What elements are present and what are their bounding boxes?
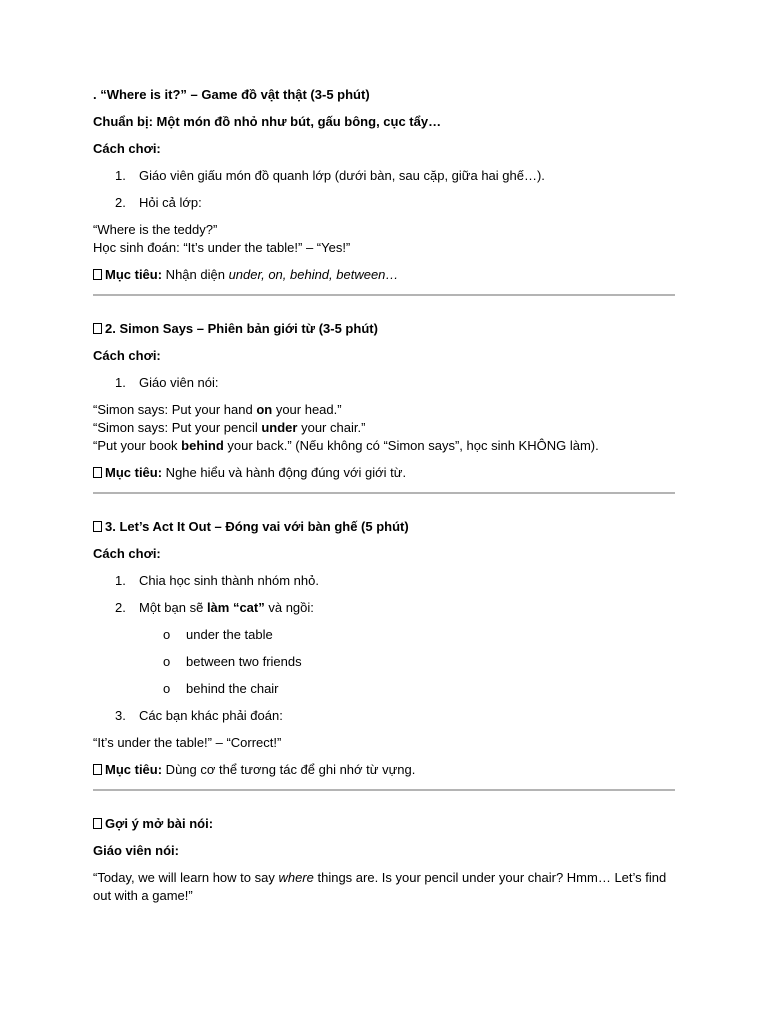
missing-glyph-icon bbox=[93, 764, 102, 775]
game2-commands: “Simon says: Put your hand on your head.” “Simon says: Put your pencil under your chair.” “Put your book behind your back.” (Nếu không có “Simon says”, học sinh KHÔNG làm). bbox=[93, 402, 599, 453]
game1-dialog: “Where is the teddy?” Học sinh đoán: “It’s under the table!” – “Yes!” bbox=[93, 222, 351, 255]
missing-glyph-icon bbox=[93, 269, 102, 280]
game3-goal: Mục tiêu: Dùng cơ thể tương tác để ghi nhớ từ vựng. bbox=[93, 761, 675, 779]
section-divider bbox=[93, 294, 675, 296]
game1-step-1: 1. Giáo viên giấu món đồ quanh lớp (dưới bàn, sau cặp, giữa hai ghế…). bbox=[115, 168, 545, 183]
game3-step-1: 1. Chia học sinh thành nhóm nhỏ. bbox=[115, 573, 319, 588]
game2-title: 2. Simon Says – Phiên bản giới từ (3-5 phút) bbox=[93, 320, 675, 338]
missing-glyph-icon bbox=[93, 521, 102, 532]
missing-glyph-icon bbox=[93, 323, 102, 334]
list-item: o behind the chair bbox=[163, 681, 279, 696]
intro-teacher-label: Giáo viên nói: bbox=[93, 843, 179, 858]
game2-step-1: 1. Giáo viên nói: bbox=[115, 375, 219, 390]
intro-title: Gợi ý mở bài nói: bbox=[93, 815, 675, 833]
intro-speech: “Today, we will learn how to say where things are. Is your pencil under your chair? Hmm… Let’s find out with a game!” bbox=[93, 870, 667, 903]
list-item: o under the table bbox=[163, 627, 273, 642]
game2-goal: Mục tiêu: Nghe hiểu và hành động đúng với giới từ. bbox=[93, 464, 675, 482]
document-page bbox=[93, 86, 675, 905]
game3-step-3: 3. Các bạn khác phải đoán: bbox=[115, 708, 283, 723]
game3-how-label: Cách chơi: bbox=[93, 546, 161, 561]
list-item: o between two friends bbox=[163, 654, 302, 669]
game2-how-label: Cách chơi: bbox=[93, 348, 161, 363]
game3-step-2: 2. Một bạn sẽ làm “cat” và ngồi: bbox=[115, 600, 314, 615]
missing-glyph-icon bbox=[93, 818, 102, 829]
game3-answer: “It’s under the table!” – “Correct!” bbox=[93, 735, 282, 750]
game3-title: 3. Let’s Act It Out – Đóng vai với bàn ghế (5 phút) bbox=[93, 518, 675, 536]
game1-step-2: 2. Hỏi cả lớp: bbox=[115, 195, 202, 210]
game1-title: . “Where is it?” – Game đồ vật thật (3-5 phút) bbox=[93, 87, 370, 102]
game1-how-label: Cách chơi: bbox=[93, 141, 161, 156]
section-divider bbox=[93, 789, 675, 791]
game1-prep: Chuẩn bị: Một món đồ nhỏ như bút, gấu bông, cục tẩy… bbox=[93, 114, 442, 129]
section-divider bbox=[93, 492, 675, 494]
game1-goal: Mục tiêu: Nhận diện under, on, behind, between… bbox=[93, 266, 675, 284]
missing-glyph-icon bbox=[93, 467, 102, 478]
